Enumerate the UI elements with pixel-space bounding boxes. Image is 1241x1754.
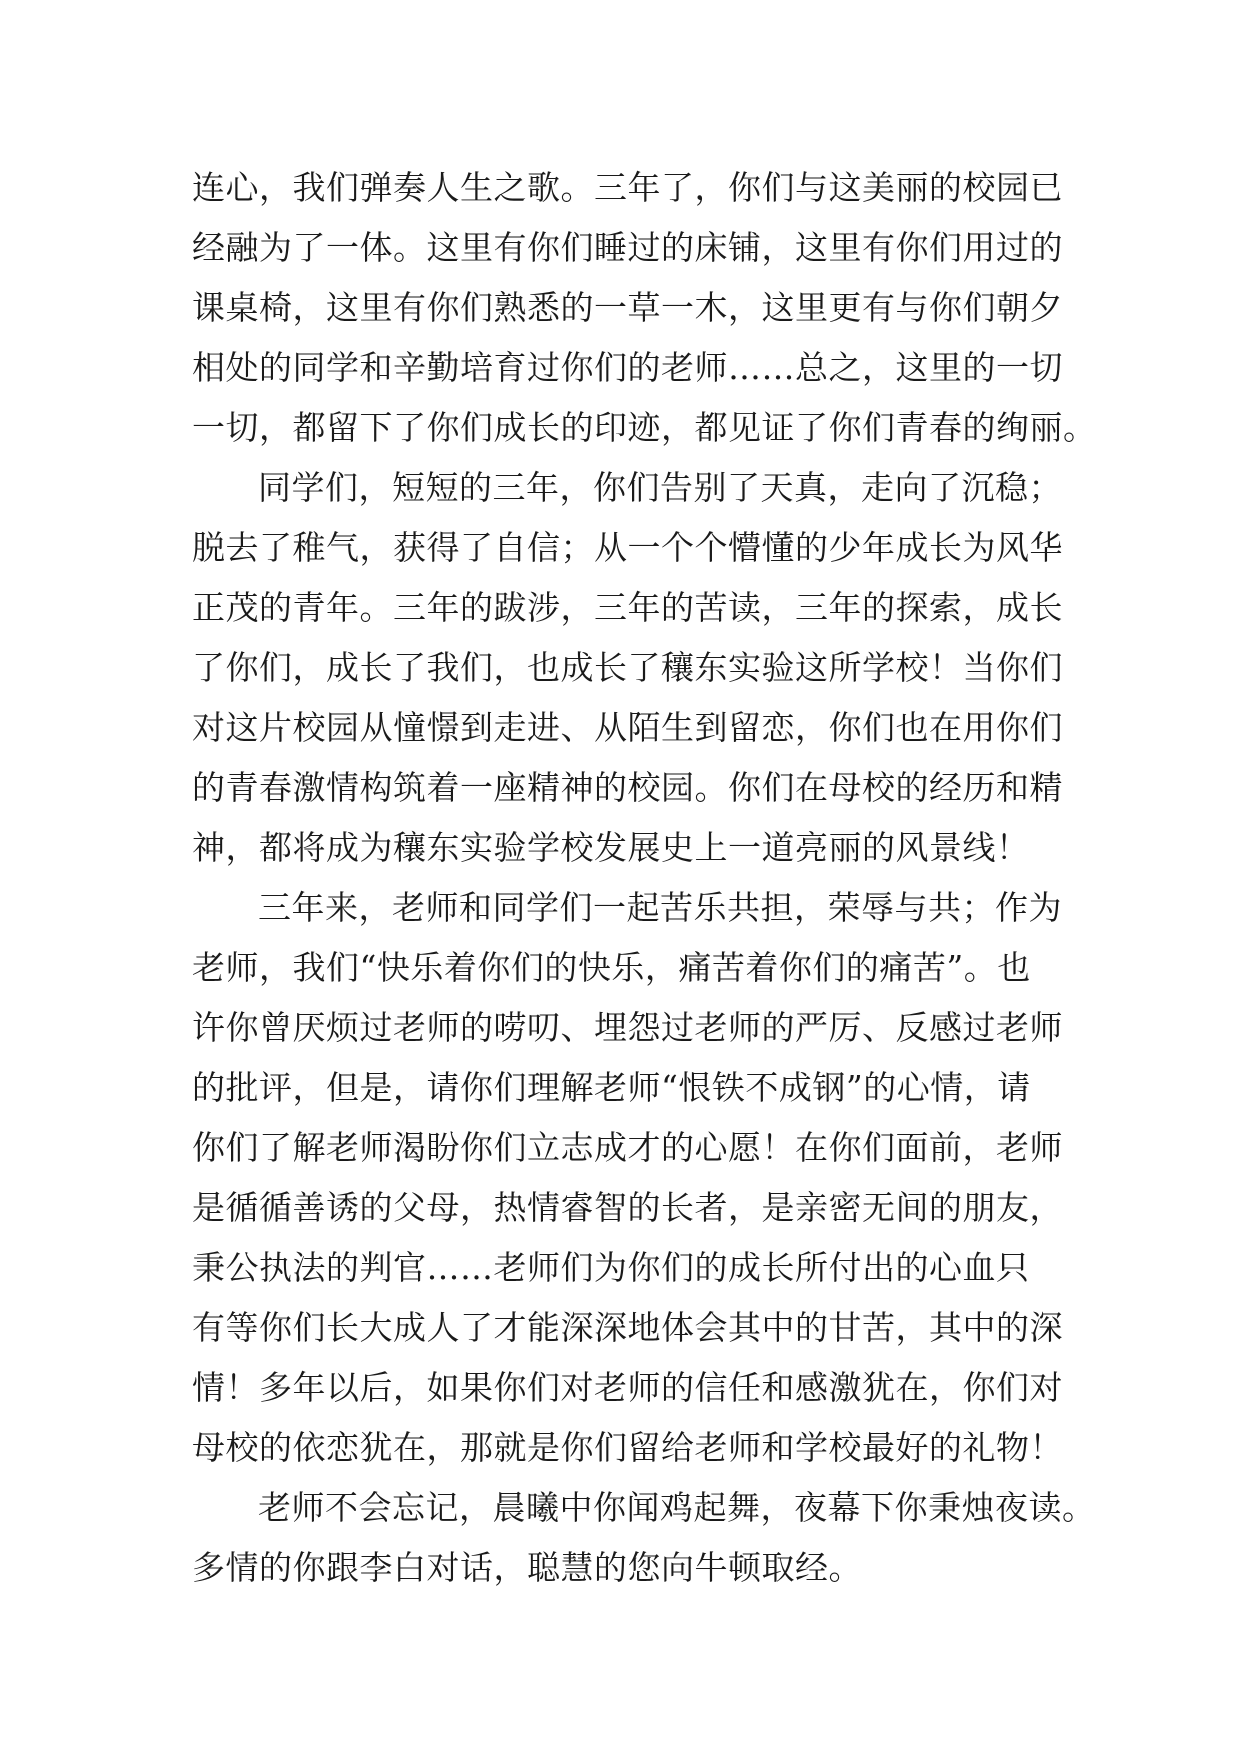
document-page	[192, 158, 1097, 1598]
text-line: 的批评，但是，请你们理解老师“恨铁不成钢”的心情，请	[192, 1068, 1031, 1107]
text-line: 神，都将成为穰东实验学校发展史上一道亮丽的风景线！	[192, 828, 1030, 867]
text-line: 对这片校园从憧憬到走进、从陌生到留恋，你们也在用你们	[192, 708, 1063, 747]
text-line: 一切，都留下了你们成长的印迹，都见证了你们青春的绚丽。	[192, 408, 1097, 447]
text-line: 秉公执法的判官……老师们为你们的成长所付出的心血只	[192, 1248, 1030, 1287]
text-line: 你们了解老师渴盼你们立志成才的心愿！在你们面前，老师	[192, 1128, 1063, 1167]
text-line: 是循循善诱的父母，热情睿智的长者，是亲密无间的朋友，	[192, 1188, 1063, 1227]
text-line: 相处的同学和辛勤培育过你们的老师……总之，这里的一切	[192, 348, 1063, 387]
text-line: 许你曾厌烦过老师的唠叨、埋怨过老师的严厉、反感过老师	[192, 1008, 1063, 1047]
text-line: 经融为了一体。这里有你们睡过的床铺，这里有你们用过的	[192, 228, 1063, 267]
text-line: 连心，我们弹奏人生之歌。三年了，你们与这美丽的校园已	[192, 168, 1063, 207]
paragraph-3	[192, 878, 1062, 1478]
text-line: 老师不会忘记，晨曦中你闻鸡起舞，夜幕下你秉烛夜读。	[258, 1488, 1096, 1527]
text-line: 的青春激情构筑着一座精神的校园。你们在母校的经历和精	[192, 768, 1063, 807]
text-line: 脱去了稚气，获得了自信；从一个个懵懂的少年成长为风华	[192, 528, 1063, 567]
text-line: 课桌椅，这里有你们熟悉的一草一木，这里更有与你们朝夕	[192, 288, 1063, 327]
text-line: 了你们，成长了我们，也成长了穰东实验这所学校！当你们	[192, 648, 1063, 687]
text-line: 老师，我们“快乐着你们的快乐，痛苦着你们的痛苦”。也	[192, 948, 1031, 987]
text-line: 多情的你跟李白对话，聪慧的您向牛顿取经。	[192, 1548, 862, 1587]
text-line: 有等你们长大成人了才能深深地体会其中的甘苦，其中的深	[192, 1308, 1063, 1347]
text-line: 同学们，短短的三年，你们告别了天真，走向了沉稳；	[258, 468, 1062, 507]
text-line: 情！多年以后，如果你们对老师的信任和感激犹在，你们对	[192, 1368, 1063, 1407]
paragraph-2	[192, 458, 1062, 878]
text-line: 正茂的青年。三年的跋涉，三年的苦读，三年的探索，成长	[192, 588, 1063, 627]
paragraph-1	[192, 158, 1097, 458]
text-line: 母校的依恋犹在，那就是你们留给老师和学校最好的礼物！	[192, 1428, 1063, 1467]
paragraph-4	[192, 1478, 1096, 1598]
text-line: 三年来，老师和同学们一起苦乐共担，荣辱与共；作为	[258, 888, 1062, 927]
